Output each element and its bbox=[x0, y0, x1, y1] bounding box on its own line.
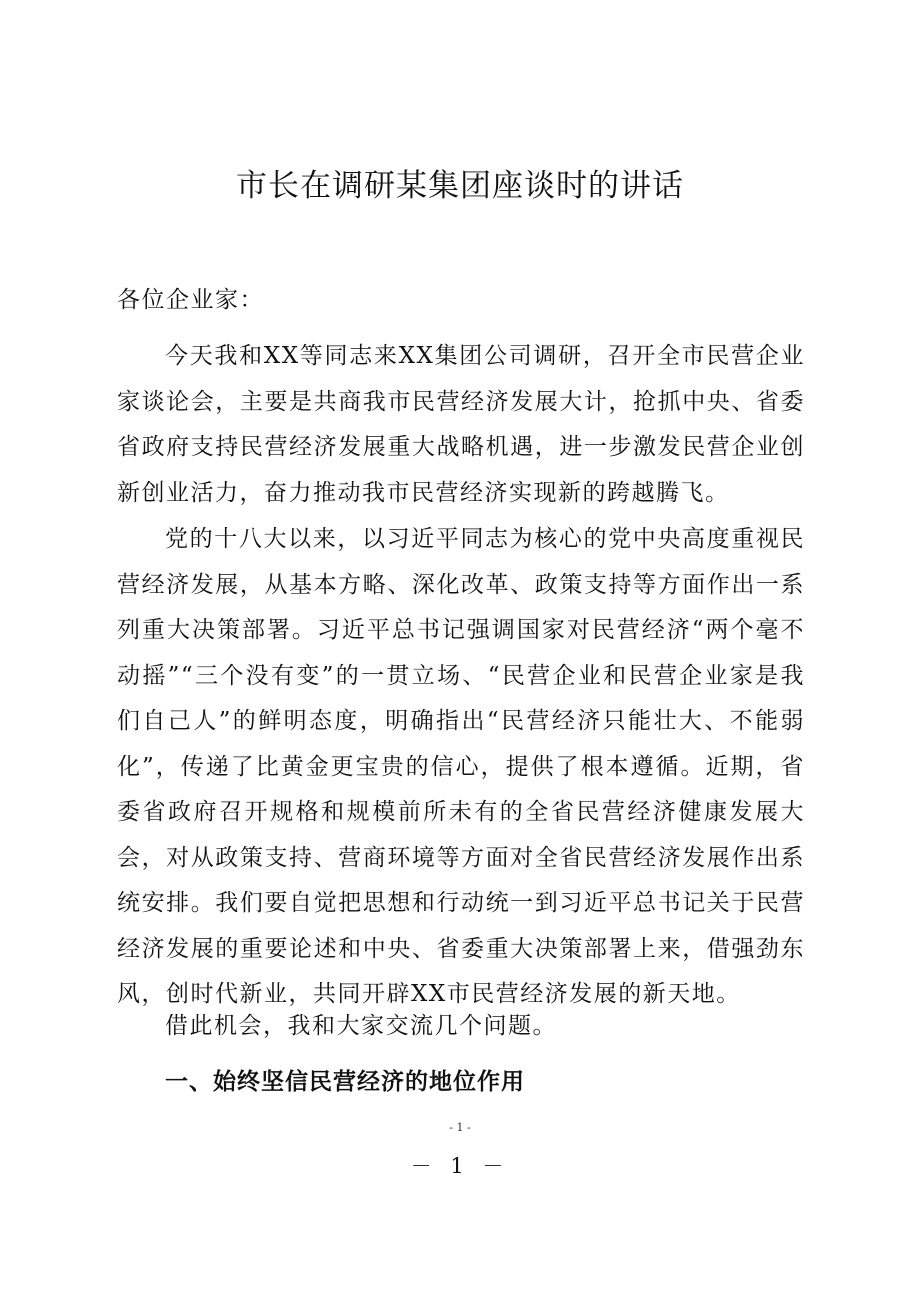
salutation: 各位企业家： bbox=[117, 287, 264, 313]
paragraph-2: 党的十八大以来，以习近平同志为核心的党中央高度重视民营经济发展，从基本方略、深化改革、政策支持等方面作出一系列重大决策部署。习近平总书记强调国家对民营经济“两个毫不动摇”“三个没有变”的一贯立场、“民营企业和民营企业家是我们自己人”的鲜明态度，明确指出“民营经济只能壮大、不能弱化”，传递了比黄金更宝贵的信心，提供了根本遵循。近期，省委省政府召开规格和规模前所未有的全省民营经济健康发展大会，对从政策支持、营商环境等方面对全省民营经济发展作出系统安排。我们要自觉把思想和行动统一到习近平总书记关于民营经济发展的重要论述和中央、省委重大决策部署上来，借强劲东风，创时代新业，共同开辟XX市民营经济发展的新天地。 bbox=[117, 526, 805, 1007]
paragraph-3: 借此机会，我和大家交流几个问题。 bbox=[165, 1013, 557, 1039]
section-heading: 一、始终坚信民营经济的地位作用 bbox=[165, 1069, 525, 1095]
page-number-large: － 1 － bbox=[410, 1154, 510, 1178]
paragraph-1: 今天我和XX等同志来XX集团公司调研，召开全市民营企业家谈论会，主要是共商我市民营经济发展大计，抢抓中央、省委省政府支持民营经济发展重大战略机遇，进一步激发民营企业创新创业活力，奋力推动我市民营经济实现新的跨越腾飞。 bbox=[117, 343, 805, 506]
document-title: 市长在调研某集团座谈时的讲话 bbox=[236, 168, 684, 204]
page-number-small: - 1 - bbox=[449, 1121, 471, 1134]
